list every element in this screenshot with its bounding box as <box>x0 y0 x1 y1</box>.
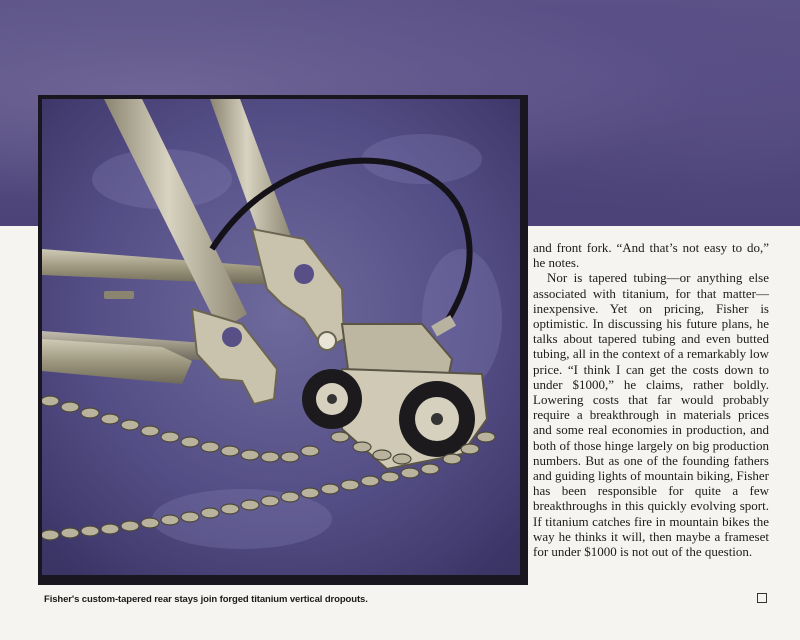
end-of-article-mark-icon <box>757 593 767 603</box>
article-paragraph: and front fork. “And that’s not easy to do,” he notes. <box>533 240 769 271</box>
bike-photo <box>42 99 520 575</box>
bicycle-rear-derailleur-icon <box>42 99 520 575</box>
article-column <box>533 240 769 559</box>
article-paragraph: Nor is tapered tubing—or anything else associated with titanium, for that matter—inexpensive. Yet on pricing, Fisher is optimistic. In discussing his future plans, he talks about tapered tubing and even butted tubing, all in the context of a remarkably low price. “I think I can get the costs down to under $1000,” he claims, rather boldly. Lowering costs that far would probably require a breakthrough in materials prices and some real economies in production, and both of those hinge largely on big production numbers. But as one of the founding fathers and guiding lights of mountain biking, Fisher has been responsible for quite a few breakthroughs in this quickly evolving sport. If titanium catches fire in mountain bikes the way he thinks it will, then maybe a frameset for under $1000 is not out of the question. <box>533 270 769 560</box>
photo-caption: Fisher's custom-tapered rear stays join forged titanium vertical dropouts. <box>44 594 368 605</box>
